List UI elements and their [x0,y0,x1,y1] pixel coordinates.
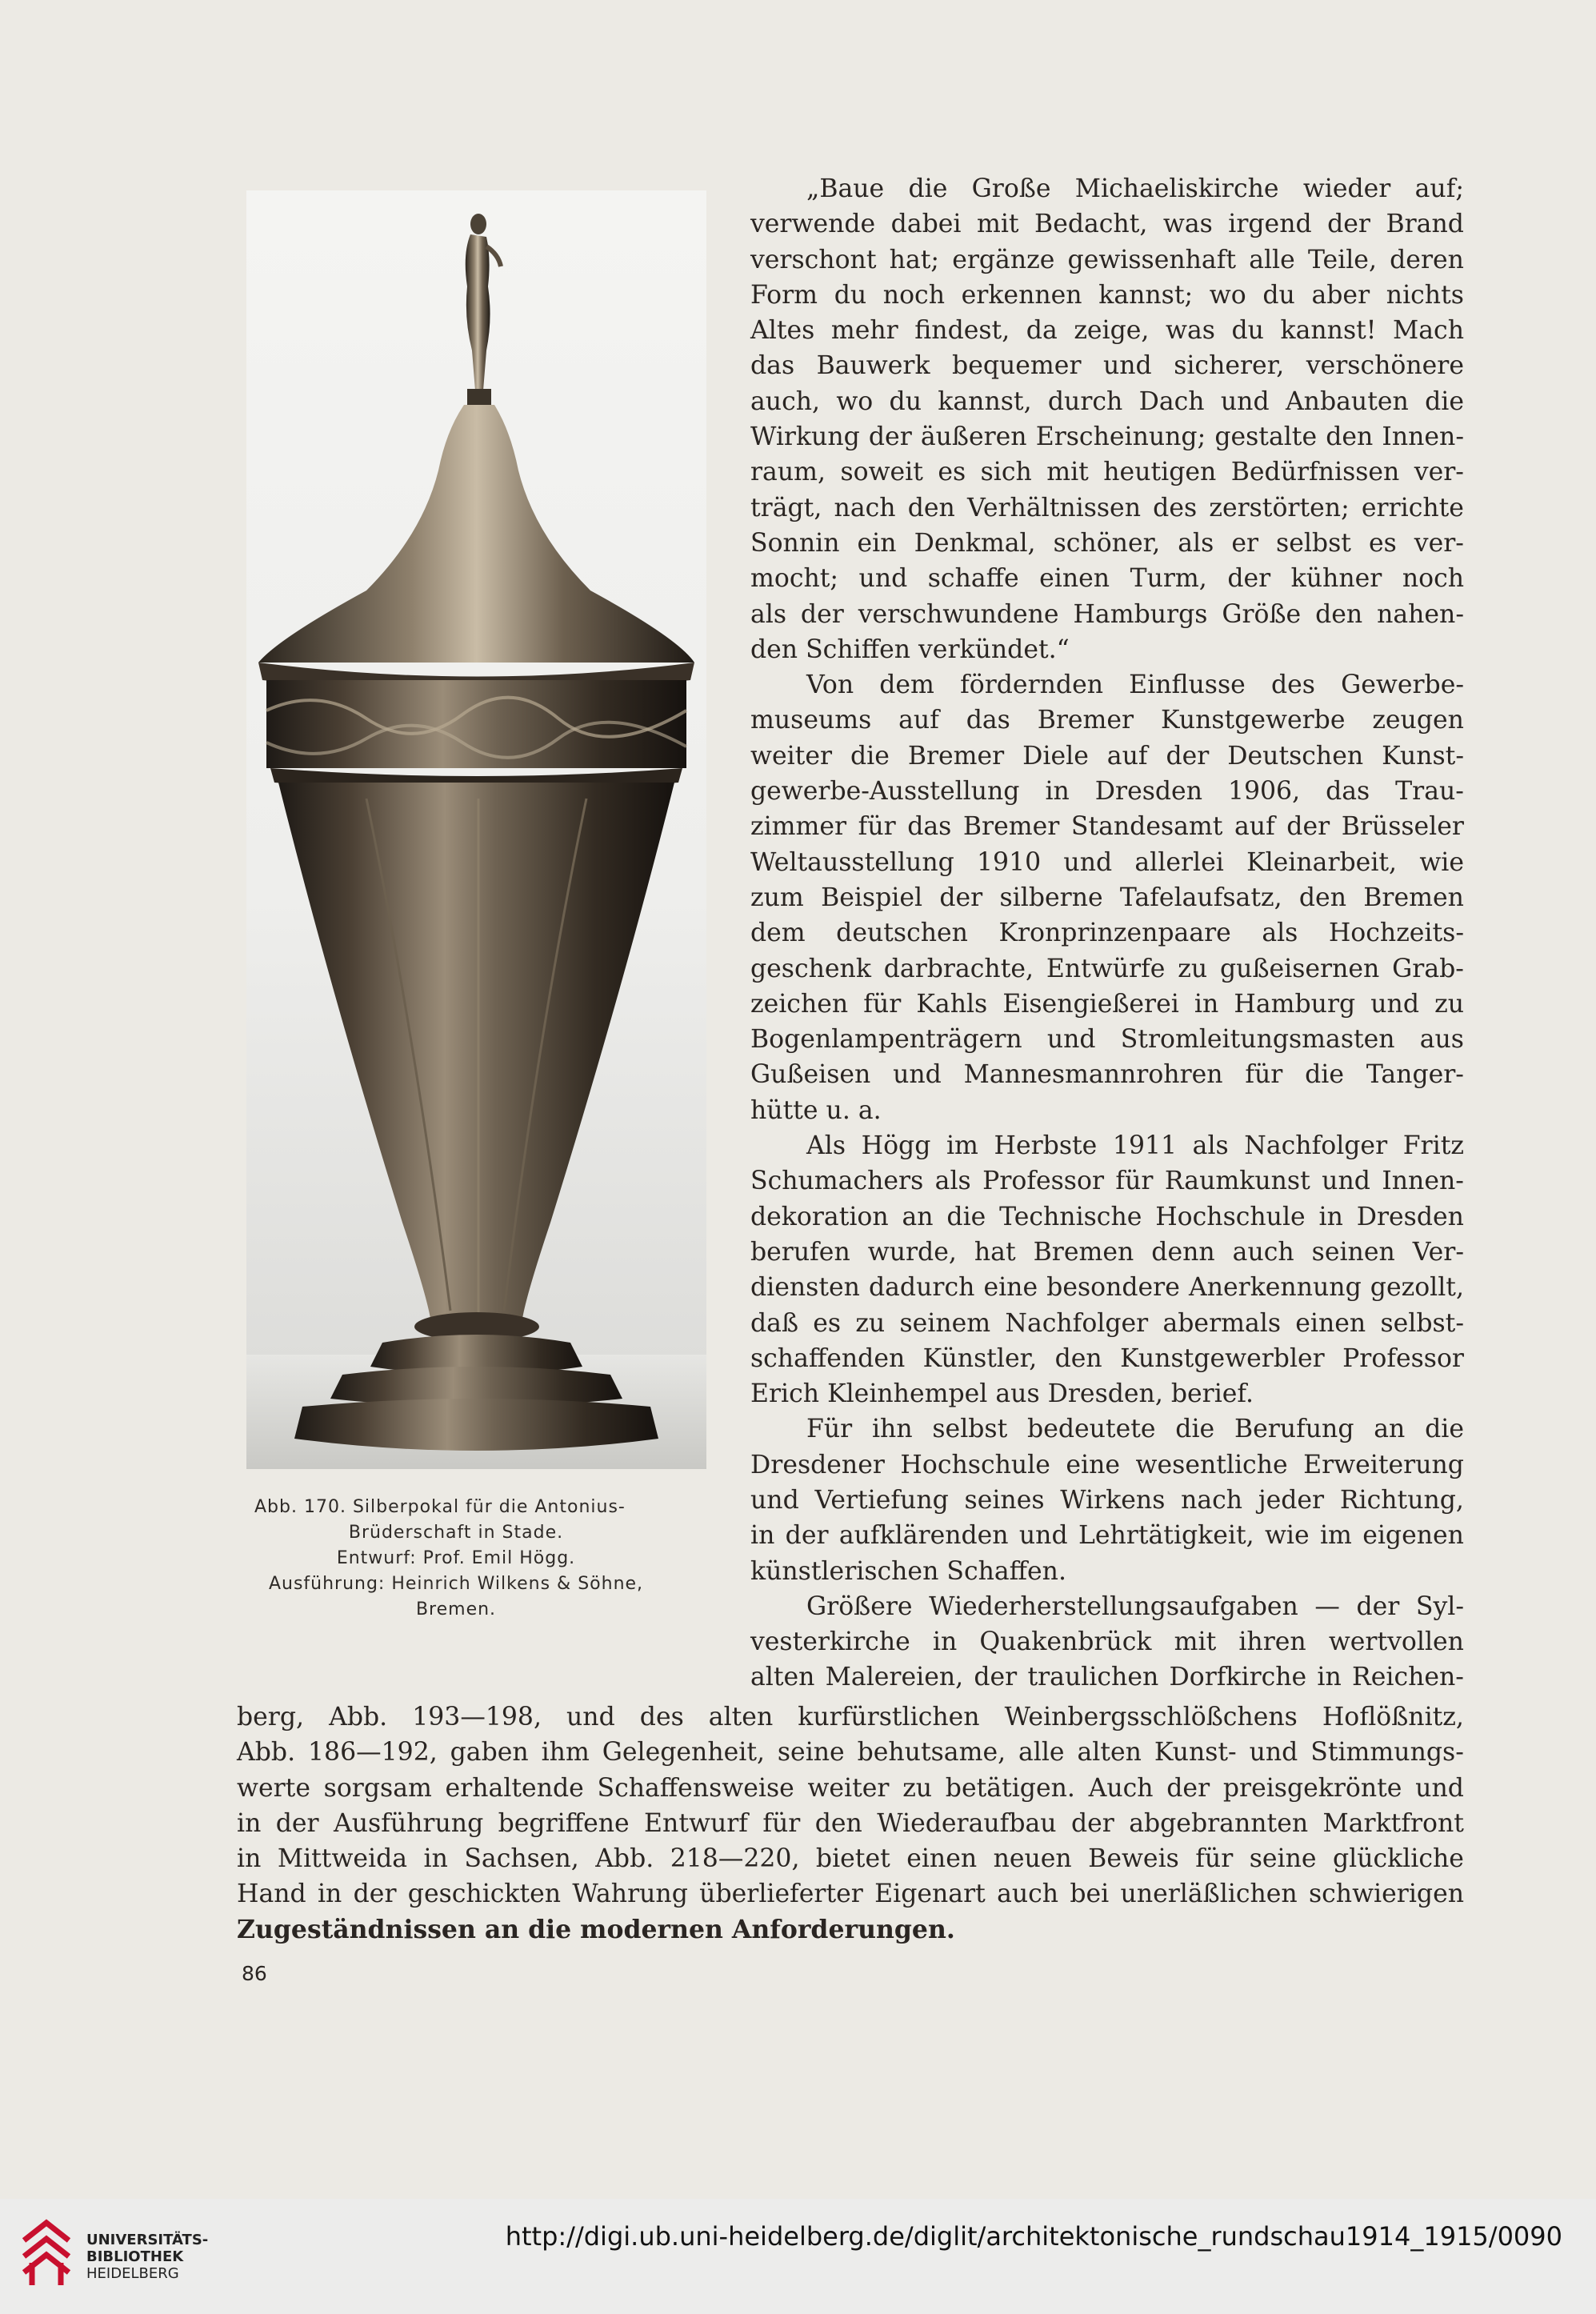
library-logo-icon [16,2216,77,2292]
text-line: daß es zu seinem Nachfolger abermals einen selbst- [750,1308,1464,1338]
text-line: museums auf das Bremer Kunstgewerbe zeugen [750,706,1464,735]
caption-line: Bremen. [415,1599,497,1619]
text-line: auch, wo du kannst, durch Dach und Anbauten die [750,386,1464,416]
text-line: Größere Wiederherstellungsaufgaben — der Syl- [806,1591,1464,1621]
text-line: schaffenden Künstler, den Kunstgewerbler Professor [750,1343,1464,1373]
library-name [86,2232,208,2282]
library-name-line: HEIDELBERG [86,2265,179,2282]
text-line: Sonnin ein Denkmal, schöner, als er selbst es ver- [750,528,1464,558]
caption-line: Entwurf: Prof. Emil Högg. [336,1548,576,1568]
body-text-full-width [237,1699,1464,1948]
digitization-footer [0,2199,1596,2314]
text-line: verschont hat; ergänze gewissenhaft alle Teile, deren [750,245,1464,274]
text-line: Erich Kleinhempel aus Dresden, berief. [750,1379,1254,1409]
text-line: Schumachers als Professor für Raumkunst und Innen- [750,1167,1464,1196]
silver-goblet-image [246,190,706,1469]
text-line: Zugeständnissen an die modernen Anforderungen. [237,1914,955,1944]
text-line: Form du noch erkennen kannst; wo du aber nichts [750,280,1464,310]
text-line: hütte u. a. [750,1095,882,1125]
text-line: zimmer für das Bremer Standesamt auf der Brüsseler [750,812,1464,842]
text-line: Bogenlampenträgern und Stromleitungsmasten aus [750,1025,1464,1055]
text-line: in der Ausführung begriffene Entwurf für den Wiederaufbau der abgebrannten Marktfront [237,1808,1464,1838]
text-line: vesterkirche in Quakenbrück mit ihren wertvollen [750,1627,1464,1657]
text-line: Altes mehr findest, da zeige, was du kannst! Mach [750,316,1464,346]
text-line: berufen wurde, hat Bremen denn auch seinen Ver- [750,1237,1464,1267]
text-line: als der verschwundene Hamburgs Größe den nahen- [750,599,1464,629]
text-line: raum, soweit es sich mit heutigen Bedürfnissen ver- [750,458,1464,487]
caption-line: Brüderschaft in Stade. [348,1523,564,1543]
text-line: dem deutschen Kronprinzenpaare als Hochzeits- [750,919,1464,948]
text-line: Abb. 186—192, gaben ihm Gelegenheit, seine behutsame, alle alten Kunst- und Stimmungs- [237,1738,1464,1768]
caption-line: Ausführung: Heinrich Wilkens & Söhne, [268,1574,644,1594]
text-line: weiter die Bremer Diele auf der Deutschen Kunst- [750,741,1464,771]
goblet-photograph [246,190,706,1469]
text-line: Hand in der geschickten Wahrung überlieferter Eigenart auch bei unerläßlichen schwierigen [237,1880,1464,1909]
text-line: Dresdener Hochschule eine wesentliche Erweiterung [750,1450,1464,1479]
text-line: gewerbe-Ausstellung in Dresden 1906, das Trau- [750,777,1464,807]
text-line: Wirkung der äußeren Erscheinung; gestalte den Innen- [750,422,1464,452]
text-line: Weltausstellung 1910 und allerlei Kleinarbeit, wie [750,847,1464,877]
text-line: dekoration an die Technische Hochschule in Dresden [750,1202,1464,1231]
text-line: in der aufklärenden und Lehrtätigkeit, wie im eigenen [750,1521,1464,1551]
text-line: zeichen für Kahls Eisengießerei in Hamburg und zu [750,989,1464,1019]
text-line: und Vertiefung seines Wirkens nach jeder Richtung, [750,1485,1464,1515]
text-line: werte sorgsam erhaltende Schaffensweise weiter zu betätigen. Auch der preisgekrönte und [237,1773,1464,1803]
library-name-line: UNIVERSITÄTS- [86,2232,209,2248]
text-line: zum Beispiel der silberne Tafelaufsatz, den Bremen [750,883,1464,912]
text-line: künstlerischen Schaffen. [750,1556,1066,1586]
text-line: diensten dadurch eine besondere Anerkennung gezollt, [750,1273,1464,1303]
page-number: 86 [242,1962,267,1985]
text-line: geschenk darbrachte, Entwürfe zu gußeisernen Grab- [750,954,1464,983]
body-text-column [750,171,1464,1695]
text-line: trägt, nach den Verhältnissen des zerstörten; errichte [750,493,1464,522]
figure-caption [232,1495,680,1623]
text-line: den Schiffen verkündet.“ [750,635,1070,664]
caption-line: Abb. 170. Silberpokal für die Antonius- [254,1497,626,1517]
text-line: mocht; und schaffe einen Turm, der kühner noch [750,564,1464,594]
text-line: das Bauwerk bequemer und sicherer, verschönere [750,351,1464,381]
text-line: „Baue die Große Michaeliskirche wieder auf; [806,174,1464,203]
text-line: Gußeisen und Mannesmannrohren für die Tanger- [750,1060,1464,1090]
source-url-link[interactable]: http://digi.ub.uni-heidelberg.de/diglit/architektonische_rundschau1914_1915/0090 [505,2221,1562,2252]
text-line: verwende dabei mit Bedacht, was irgend der Brand [750,210,1464,239]
library-name-line: BIBLIOTHEK [86,2248,184,2265]
text-line: Für ihn selbst bedeutete die Berufung an die [806,1415,1464,1444]
text-line: Von dem fördernden Einflusse des Gewerbe- [806,671,1464,700]
text-line: Als Högg im Herbste 1911 als Nachfolger Fritz [806,1131,1464,1161]
text-line: berg, Abb. 193—198, und des alten kurfürstlichen Weinbergsschlößchens Hoflößnitz, [237,1703,1464,1731]
text-line: in Mittweida in Sachsen, Abb. 218—220, bietet einen neuen Beweis für seine glückliche [237,1844,1464,1874]
text-line: alten Malereien, der traulichen Dorfkirche in Reichen- [750,1663,1464,1692]
